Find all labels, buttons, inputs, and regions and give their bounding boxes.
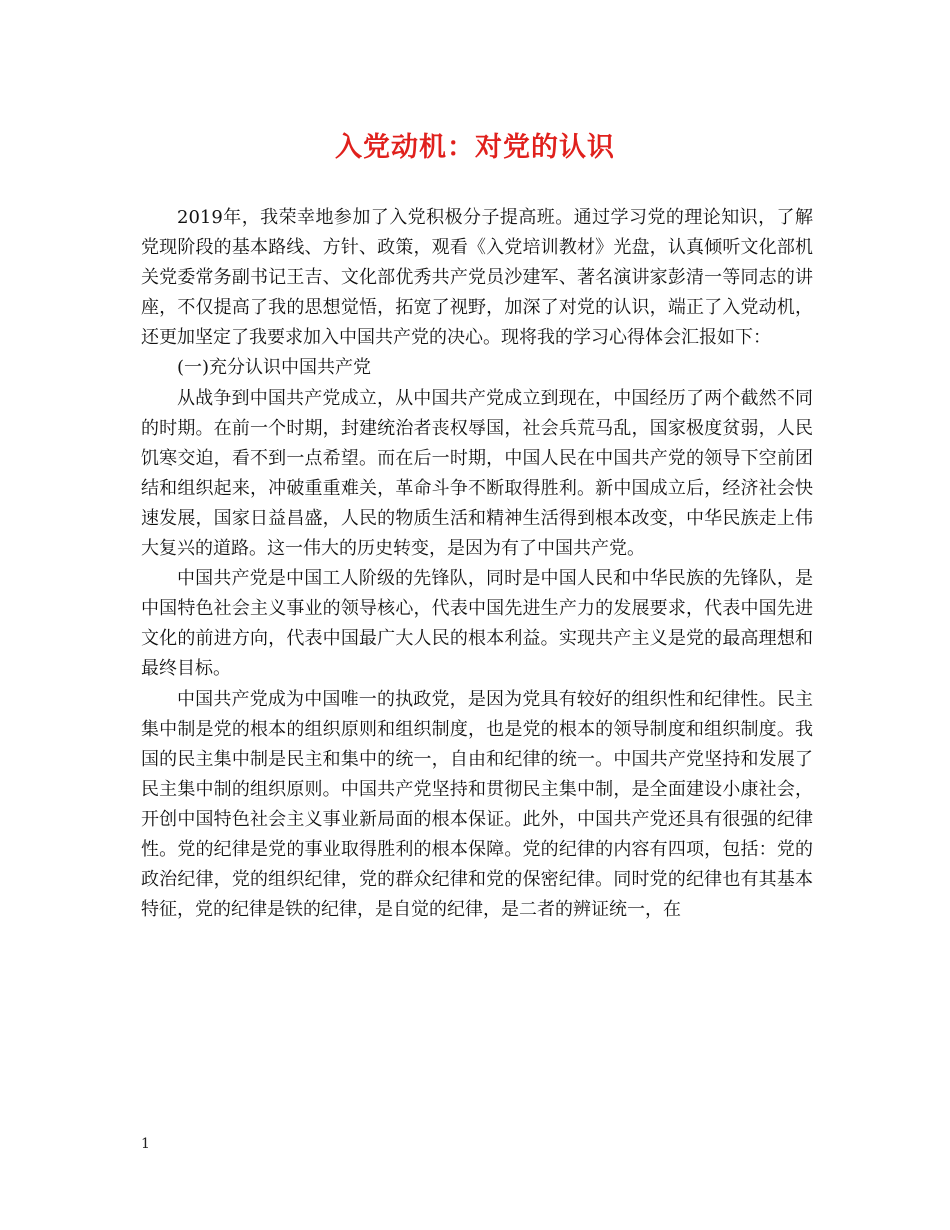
document-body [141, 203, 813, 925]
paragraph-discipline: 中国共产党成为中国唯一的执政党，是因为党具有较好的组织性和纪律性。民主集中制是党的根本的组织原则和组织制度，也是党的根本的领导制度和组织制度。我国的民主集中制是民主和集中的统一，自由和纪律的统一。中国共产党坚持和发展了民主集中制的组织原则。中国共产党坚持和贯彻民主集中制，是全面建设小康社会，开创中国特色社会主义事业新局面的根本保证。此外，中国共产党还具有很强的纪律性。党的纪律是党的事业取得胜利的根本保障。党的纪律的内容有四项，包括：党的政治纪律，党的组织纪律，党的群众纪律和党的保密纪律。同时党的纪律也有其基本特征，党的纪律是铁的纪律，是自觉的纪律，是二者的辨证统一，在 [141, 688, 813, 921]
paragraph-intro: 2019年，我荣幸地参加了入党积极分子提高班。通过学习党的理论知识，了解党现阶段的基本路线、方针、政策，观看《入党培训教材》光盘，认真倾听文化部机关党委常务副书记王吉、文化部优秀共产党员沙建军、著名演讲家彭清一等同志的讲座，不仅提高了我的思想觉悟，拓宽了视野，加深了对党的认识，端正了入党动机，还更加坚定了我要求加入中国共产党的决心。现将我的学习心得体会汇报如下： [141, 207, 813, 349]
page-number: 1 [141, 1136, 150, 1152]
paragraph-vanguard: 中国共产党是中国工人阶级的先锋队，同时是中国人民和中华民族的先锋队，是中国特色社会主义事业的领导核心，代表中国先进生产力的发展要求，代表中国先进文化的前进方向，代表中国最广大人民的根本利益。实现共产主义是党的最高理想和最终目标。 [141, 568, 813, 680]
document-title: 入党动机：对党的认识 [335, 132, 615, 163]
section-heading: (一)充分认识中国共产党 [177, 357, 372, 379]
paragraph-history: 从战争到中国共产党成立，从中国共产党成立到现在，中国经历了两个截然不同的时期。在前一个时期，封建统治者丧权辱国，社会兵荒马乱，国家极度贫弱，人民饥寒交迫，看不到一点希望。而在后一时期，中国人民在中国共产党的领导下空前团结和组织起来，冲破重重难关，革命斗争不断取得胜利。新中国成立后，经济社会快速发展，国家日益昌盛，人民的物质生活和精神生活得到根本改变，中华民族走上伟大复兴的道路。这一伟大的历史转变，是因为有了中国共产党。 [141, 387, 813, 560]
